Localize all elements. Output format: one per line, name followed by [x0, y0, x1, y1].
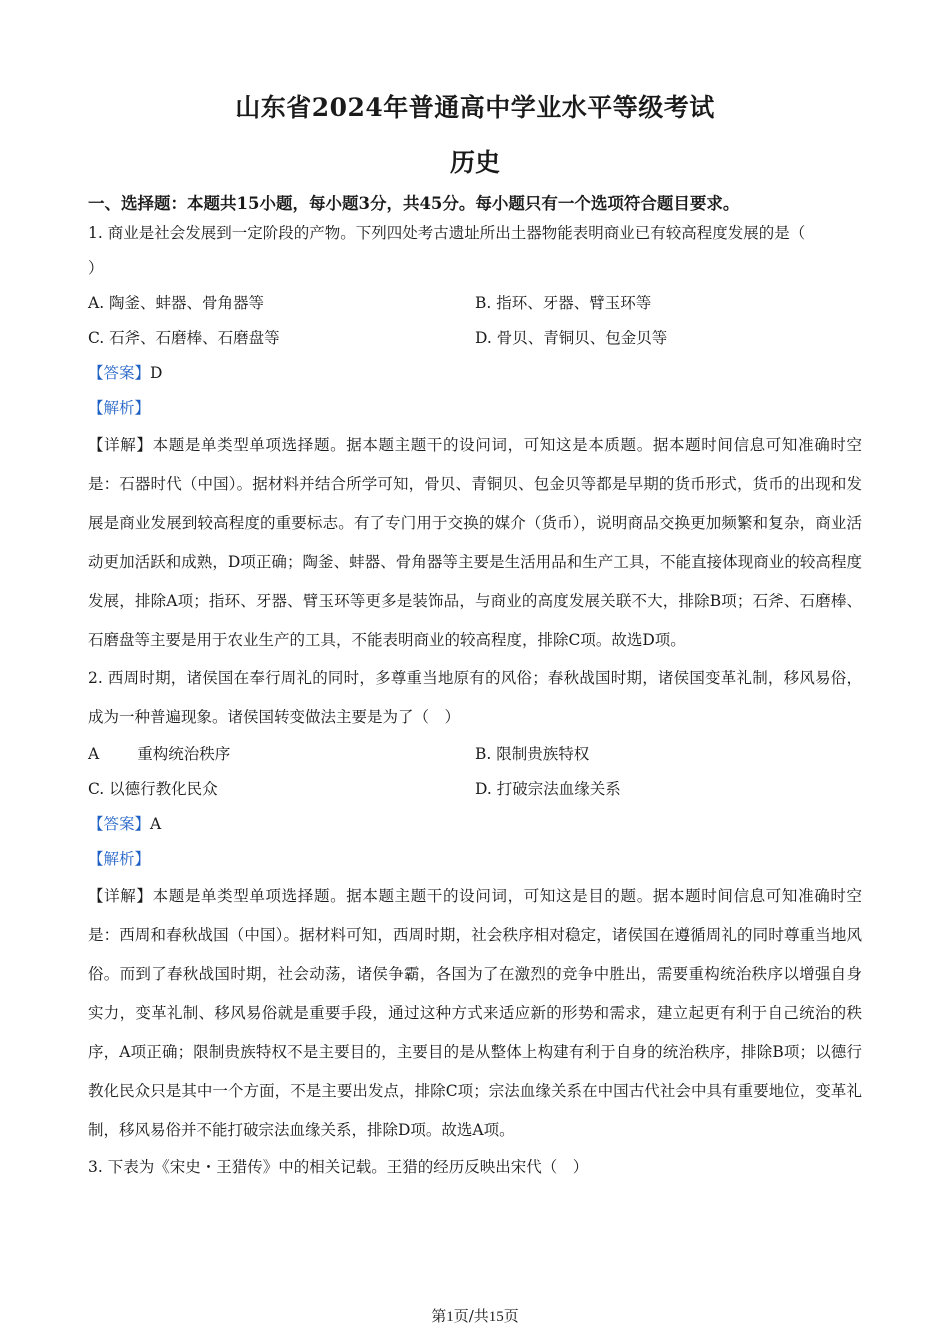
q1-option-c: C. 石斧、石磨棒、石磨盘等: [88, 329, 280, 347]
analysis-tag: 【解析】: [88, 850, 151, 869]
q3-stem: 3. 下表为《宋史・王猎传》中的相关记载。王猎的经历反映出宋代（ ）: [88, 1157, 589, 1176]
q2-options-row2: [88, 772, 862, 807]
q1-option-d: D. 骨贝、青铜贝、包金贝等: [475, 329, 668, 347]
detail-text: 本题是单类型单项选择题。据本题主题干的设问词，可知这是目的题。据本题时间信息可知准确时空是：西周和春秋战国（中国）。据材料可知，西周时期，社会秩序相对稳定，诸侯国在遵循周礼的同时尊重当地风俗。而到了春秋战国时期，社会动荡，诸侯争霸，各国为了在激烈的竞争中胜出，需要重构统治秩序以增强自身实力，变革礼制、移风易俗就是重要手段，通过这种方式来适应新的形势和需求，建立起更有利于自己统治的秩序，A项正确；限制贵族特权不是主要目的，主要目的是从整体上构建有利于自身的统治秩序，排除B项；以德行教化民众只是其中一个方面，不是主要出发点，排除C项；宗法血缘关系在中国古代社会中具有重要地位，变革礼制，移风易俗并不能打破宗法血缘关系，排除D项。故选A项。: [88, 887, 862, 1139]
footer-page-number: 1: [446, 1309, 454, 1325]
detail-text: 本题是单类型单项选择题。据本题主题干的设问词，可知这是本质题。据本题时间信息可知准确时空是：石器时代（中国）。据材料并结合所学可知，骨贝、青铜贝、包金贝等都是早期的货币形式，货币的出现和发展是商业发展到较高程度的重要标志。有了专门用于交换的媒介（货币），说明商品交换更加频繁和复杂，商业活动更加活跃和成熟，D项正确；陶釜、蚌器、骨角器等主要是生活用品和生产工具，不能直接体现商业的较高程度发展，排除A项；指环、牙器、臂玉环等更多是装饰品，与商业的高度发展关联不大，排除B项；石斧、石磨棒、石磨盘等主要是用于农业生产的工具，不能表明商业的较高程度，排除C项。故选D项。: [88, 436, 862, 649]
q1-stem-line2: ）: [88, 259, 104, 277]
section-heading: 一、选择题：本题共15小题，每小题3分，共45分。每小题只有一个选项符合题目要求。: [88, 194, 740, 213]
q2-answer: [88, 807, 862, 842]
q2-option-b: B. 限制贵族特权: [475, 745, 590, 764]
q1-option-b: B. 指环、牙器、臂玉环等: [475, 294, 652, 312]
page-footer: [0, 1305, 950, 1326]
answer-value: A: [150, 815, 162, 834]
q2-stem: 2. 西周时期，诸侯国在奉行周礼的同时，多尊重当地原有的风俗；春秋战国时期，诸侯国变革礼制，移风易俗，成为一种普遍现象。诸侯国转变做法主要是为了（ ）: [88, 669, 862, 727]
q1-stem-line1: 1. 商业是社会发展到一定阶段的产物。下列四处考古遗址所出土器物能表明商业已有较高程度发展的是（: [88, 224, 806, 242]
q2-analysis-label: [88, 842, 862, 877]
q2-options-row1: [88, 737, 862, 772]
detail-tag: 【详解】: [88, 887, 153, 906]
exam-title: 山东省2024年普通高中学业水平等级考试: [235, 93, 715, 122]
q2-option-c: C. 以德行教化民众: [88, 780, 218, 799]
q1-option-a: A. 陶釜、蚌器、骨角器等: [88, 294, 265, 312]
q1-analysis-label: [88, 391, 862, 426]
q2-option-a-letter: A: [88, 745, 100, 764]
detail-tag: 【详解】: [88, 436, 153, 454]
q1-detail: [88, 426, 862, 659]
q2-option-a: [88, 737, 475, 772]
q2-option-a-text: 重构统治秩序: [137, 745, 231, 764]
footer-prefix: 第: [431, 1307, 447, 1325]
q1-options-row2: [88, 321, 862, 356]
q2-option-d: D. 打破宗法血缘关系: [475, 780, 621, 799]
answer-tag: 【答案】: [88, 815, 151, 834]
analysis-tag: 【解析】: [88, 399, 151, 417]
question-content: [88, 216, 862, 1185]
footer-suffix: 页: [503, 1307, 519, 1325]
footer-total-pages: 15: [488, 1309, 504, 1325]
answer-tag: 【答案】: [88, 364, 151, 382]
footer-middle: 页/共: [453, 1307, 489, 1325]
q2-detail: [88, 877, 862, 1149]
subject-title: 历史: [449, 148, 500, 177]
answer-value: D: [150, 364, 163, 382]
q1-answer: [88, 356, 862, 391]
q1-options-row1: [88, 286, 862, 321]
